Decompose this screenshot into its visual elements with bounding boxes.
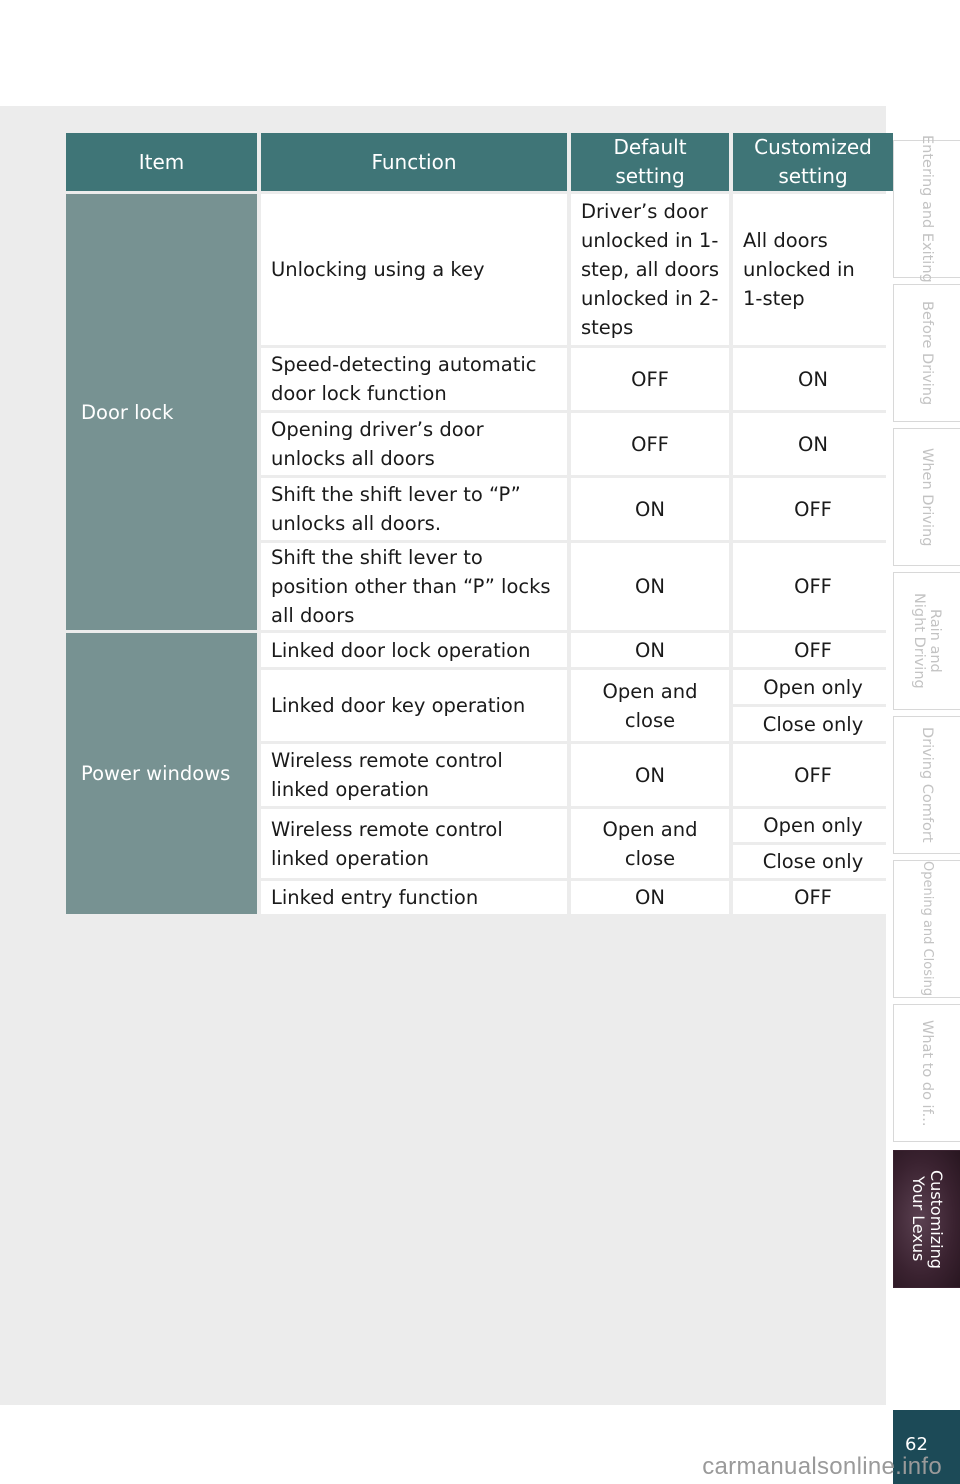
side-tab-before-driving[interactable]: [893, 284, 960, 422]
side-tab-label: Opening and Closing: [920, 861, 935, 997]
side-tab-customizing-your-lexus[interactable]: [893, 1150, 960, 1288]
side-tab-label: Before Driving: [919, 300, 935, 406]
custom-cell: All doors unlocked in 1-step: [733, 194, 893, 345]
header-item: Item: [66, 133, 257, 191]
custom-cell: ON: [733, 348, 893, 410]
function-cell: Opening driver’s door unlocks all doors: [261, 413, 567, 475]
default-cell: Open and close: [571, 670, 729, 741]
custom-cell-open-only: Open only: [733, 809, 893, 842]
custom-cell: ON: [733, 413, 893, 475]
custom-cell-close-only: Close only: [733, 845, 893, 878]
custom-cell-open-only: Open only: [733, 670, 893, 704]
header-default-setting: Default setting: [571, 133, 729, 191]
default-cell: ON: [571, 633, 729, 667]
side-tab-label: Driving Comfort: [919, 727, 935, 843]
table-header-row: [66, 133, 893, 191]
function-cell: Wireless remote control linked operation: [261, 809, 567, 878]
function-cell: Shift the shift lever to “P” unlocks all doors.: [261, 478, 567, 540]
default-cell: ON: [571, 543, 729, 630]
custom-cell: OFF: [733, 881, 893, 914]
custom-cell: OFF: [733, 633, 893, 667]
custom-cell: OFF: [733, 478, 893, 540]
custom-cell: OFF: [733, 744, 893, 806]
default-cell: OFF: [571, 413, 729, 475]
default-cell: Open and close: [571, 809, 729, 878]
default-cell: ON: [571, 881, 729, 914]
settings-table: [62, 130, 897, 917]
side-tab-when-driving[interactable]: [893, 428, 960, 566]
default-cell: OFF: [571, 348, 729, 410]
item-door-lock: Door lock: [66, 194, 257, 630]
table-row: [66, 194, 893, 345]
side-tab-what-to-do-if[interactable]: [893, 1004, 960, 1142]
function-cell: Linked door lock operation: [261, 633, 567, 667]
function-cell: Linked entry function: [261, 881, 567, 914]
side-tab-label: What to do if...: [919, 1019, 935, 1127]
watermark: carmanualsonline.info: [702, 1453, 942, 1480]
item-power-windows: Power windows: [66, 633, 257, 914]
side-tab-label: Entering and Exiting: [919, 135, 935, 283]
function-cell: Unlocking using a key: [261, 194, 567, 345]
table-row: [66, 633, 893, 667]
page-number: 62: [893, 1410, 960, 1484]
custom-cell: OFF: [733, 543, 893, 630]
side-tab-rain-and-night-driving[interactable]: [893, 572, 960, 710]
side-tab-opening-and-closing[interactable]: [893, 860, 960, 998]
side-tab-label: When Driving: [919, 447, 935, 547]
default-cell: Driver’s door unlocked in 1-step, all doors unlocked in 2-steps: [571, 194, 729, 345]
side-tab-label: Rain and Night Driving: [911, 593, 943, 689]
side-tab-label: Customizing Your Lexus: [909, 1169, 946, 1269]
side-tab-entering-and-exiting[interactable]: [893, 135, 960, 283]
function-cell: Linked door key operation: [261, 670, 567, 741]
header-function: Function: [261, 133, 567, 191]
function-cell: Wireless remote control linked operation: [261, 744, 567, 806]
default-cell: ON: [571, 478, 729, 540]
header-customized-setting: Customized setting: [733, 133, 893, 191]
function-cell: Shift the shift lever to position other than “P” locks all doors: [261, 543, 567, 630]
function-cell: Speed-detecting automatic door lock function: [261, 348, 567, 410]
default-cell: ON: [571, 744, 729, 806]
side-tab-driving-comfort[interactable]: [893, 716, 960, 854]
custom-cell-close-only: Close only: [733, 707, 893, 741]
